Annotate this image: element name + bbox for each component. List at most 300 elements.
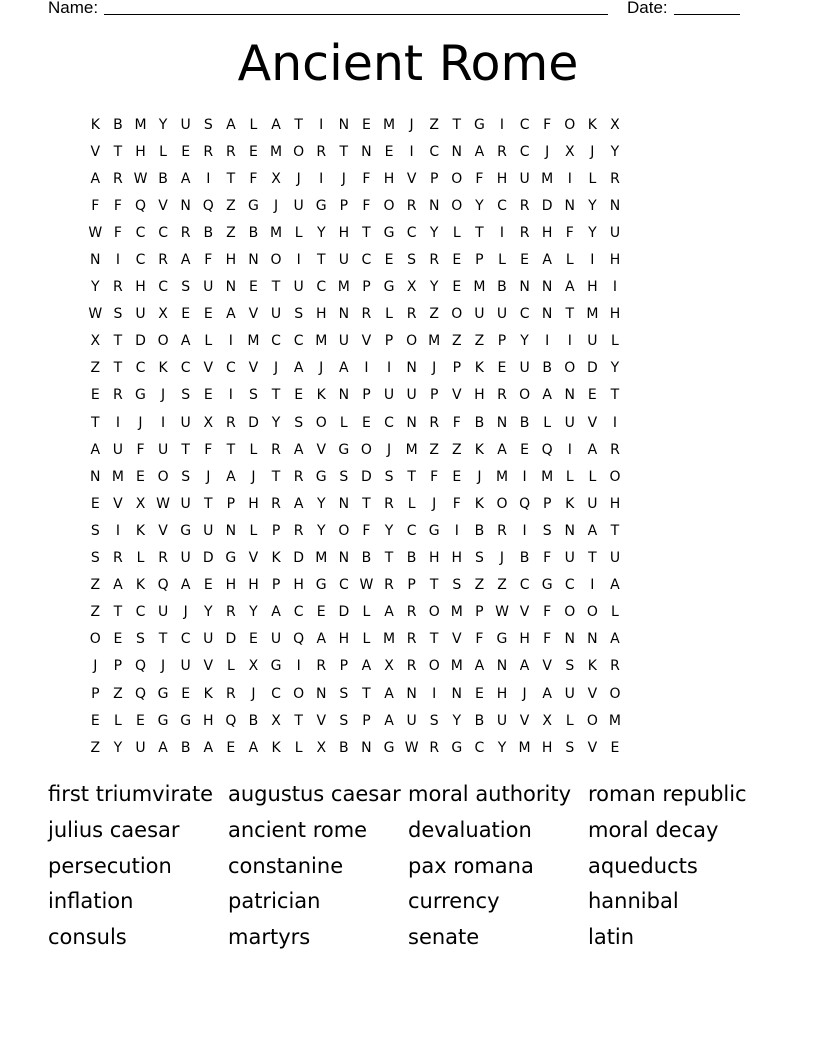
grid-letter: F [362, 170, 371, 187]
grid-letter: B [248, 224, 259, 241]
grid-letter: H [609, 495, 621, 512]
grid-letter: S [181, 387, 191, 404]
grid-letter: L [588, 468, 597, 485]
grid-letter: X [316, 739, 327, 756]
grid-letter: C [271, 333, 281, 350]
grid-letter: Y [610, 360, 620, 377]
word-bank-item: patrician [228, 889, 321, 914]
grid-letter: N [564, 522, 575, 539]
grid-letter: F [204, 441, 213, 458]
grid-letter: V [203, 658, 214, 675]
grid-letter: R [225, 604, 236, 621]
grid-letter: T [565, 306, 575, 323]
grid-letter: K [474, 441, 484, 458]
grid-letter: O [315, 414, 327, 431]
grid-letter: Q [225, 712, 237, 729]
grid-letter: L [565, 712, 574, 729]
grid-letter: U [293, 197, 304, 214]
grid-letter: S [384, 468, 394, 485]
grid-letter: G [248, 197, 259, 214]
grid-letter: Q [134, 197, 146, 214]
grid-letter: E [113, 631, 123, 648]
grid-letter: T [407, 468, 416, 485]
grid-letter: Z [429, 441, 439, 458]
grid-letter: X [248, 658, 259, 675]
grid-letter: J [590, 143, 595, 160]
grid-letter: N [541, 306, 553, 323]
grid-letter: B [180, 739, 191, 756]
grid-letter: T [271, 387, 281, 404]
grid-letter: B [158, 170, 168, 187]
grid-letter: E [452, 252, 462, 269]
grid-letter: F [136, 441, 145, 458]
grid-letter: P [339, 658, 349, 675]
grid-letter: O [293, 143, 305, 160]
grid-letter: A [180, 252, 191, 269]
grid-letter: E [203, 577, 213, 594]
grid-letter: V [587, 685, 598, 702]
grid-letter: P [226, 495, 236, 512]
grid-row [84, 436, 626, 463]
grid-letter: T [429, 631, 439, 648]
grid-letter: P [362, 279, 371, 296]
grid-letter: F [543, 116, 552, 133]
grid-letter: D [541, 197, 553, 214]
grid-letter: O [586, 712, 598, 729]
grid-letter: W [133, 170, 148, 187]
grid-letter: Y [203, 604, 213, 621]
grid-letter: M [247, 333, 260, 350]
grid-letter: I [206, 170, 211, 187]
grid-letter: A [271, 604, 281, 621]
grid-letter: R [293, 468, 304, 485]
grid-letter: V [248, 306, 259, 323]
grid-letter: D [202, 550, 214, 567]
grid-letter: V [90, 143, 101, 160]
date-line [674, 0, 740, 15]
grid-letter: Q [157, 577, 169, 594]
grid-letter: X [158, 306, 168, 323]
grid-letter: R [610, 658, 620, 675]
grid-letter: A [542, 252, 552, 269]
grid-letter: A [339, 360, 349, 377]
grid-letter: G [338, 441, 350, 458]
word-bank-item: moral decay [588, 817, 719, 842]
grid-letter: O [609, 685, 621, 702]
grid-letter: O [293, 685, 305, 702]
grid-letter: B [497, 279, 507, 296]
grid-letter: Y [316, 495, 326, 512]
grid-letter: S [113, 306, 123, 323]
grid-letter: L [362, 604, 371, 621]
grid-letter: C [158, 279, 168, 296]
grid-letter: P [91, 685, 100, 702]
grid-letter: F [91, 197, 100, 214]
grid-letter: K [565, 495, 575, 512]
grid-letter: V [158, 197, 168, 214]
grid-letter: O [360, 441, 372, 458]
grid-letter: C [406, 224, 417, 241]
grid-letter: I [319, 116, 324, 133]
grid-letter: A [180, 333, 191, 350]
grid-letter: A [248, 739, 259, 756]
grid-letter: H [428, 550, 440, 567]
grid-letter: C [429, 143, 440, 160]
grid-letter: U [609, 224, 621, 241]
grid-letter: I [386, 360, 392, 377]
grid-letter: O [428, 658, 440, 675]
grid-letter: N [587, 631, 598, 648]
grid-letter: I [228, 387, 233, 404]
grid-letter: O [428, 604, 440, 621]
grid-letter: U [135, 739, 146, 756]
grid-letter: V [587, 414, 598, 431]
grid-letter: C [135, 360, 146, 377]
grid-letter: B [474, 522, 485, 539]
word-bank-item: constanine [228, 853, 344, 878]
grid-letter: U [519, 360, 530, 377]
grid-letter: O [564, 360, 576, 377]
grid-letter: S [565, 658, 575, 675]
grid-letter: J [432, 495, 437, 512]
grid-letter: P [475, 604, 484, 621]
grid-letter: N [406, 360, 417, 377]
grid-row [84, 111, 626, 138]
grid-letter: Y [588, 224, 597, 241]
grid-letter: Y [497, 739, 507, 756]
grid-letter: J [206, 468, 211, 485]
grid-letter: S [339, 468, 349, 485]
grid-letter: A [180, 170, 191, 187]
grid-letter: T [339, 143, 349, 160]
grid-row [84, 192, 626, 219]
word-bank-item: ancient rome [228, 817, 368, 842]
grid-letter: O [451, 306, 463, 323]
grid-letter: D [225, 631, 237, 648]
grid-letter: R [610, 170, 620, 187]
date-label: Date: [627, 0, 668, 17]
grid-letter: A [542, 685, 552, 702]
grid-letter: P [384, 333, 394, 350]
grid-letter: A [90, 170, 101, 187]
grid-row [84, 545, 626, 572]
grid-letter: G [315, 197, 327, 214]
grid-letter: W [88, 306, 103, 323]
grid-letter: H [587, 279, 598, 296]
grid-letter: N [541, 279, 553, 296]
word-bank-item: hannibal [588, 889, 679, 914]
grid-letter: R [610, 441, 620, 458]
grid-letter: H [248, 577, 259, 594]
grid-letter: P [497, 333, 507, 350]
grid-letter: K [135, 522, 146, 539]
grid-letter: I [522, 468, 527, 485]
grid-letter: U [406, 387, 417, 404]
grid-letter: Y [271, 414, 281, 431]
grid-letter: U [587, 333, 598, 350]
grid-letter: C [271, 685, 281, 702]
name-line [104, 0, 608, 15]
grid-letter: U [270, 631, 282, 648]
grid-letter: N [361, 739, 372, 756]
grid-letter: T [91, 414, 100, 431]
grid-letter: Z [452, 441, 462, 458]
grid-letter: J [296, 170, 301, 187]
grid-letter: L [113, 712, 122, 729]
grid-letter: C [474, 739, 485, 756]
grid-letter: O [383, 197, 395, 214]
grid-letter: L [159, 143, 167, 160]
grid-letter: P [452, 360, 462, 377]
grid-letter: C [135, 604, 146, 621]
grid-letter: I [612, 414, 618, 431]
grid-letter: U [519, 170, 530, 187]
grid-letter: G [541, 577, 553, 594]
grid-letter: S [565, 739, 575, 756]
grid-letter: E [136, 468, 145, 485]
grid-letter: N [496, 658, 508, 675]
word-bank-item: devaluation [408, 817, 532, 842]
grid-letter: O [157, 333, 169, 350]
grid-letter: O [564, 604, 576, 621]
grid-letter: O [89, 631, 101, 648]
grid-letter: T [271, 468, 281, 485]
grid-letter: T [452, 116, 462, 133]
grid-letter: C [158, 224, 168, 241]
grid-letter: A [113, 577, 123, 594]
grid-letter: M [405, 441, 418, 458]
grid-letter: F [475, 170, 484, 187]
grid-letter: W [495, 604, 509, 621]
grid-letter: R [429, 739, 440, 756]
grid-letter: H [135, 279, 146, 296]
grid-letter: H [609, 306, 621, 323]
grid-letter: P [475, 252, 484, 269]
grid-letter: N [406, 685, 417, 702]
grid-letter: R [519, 197, 530, 214]
grid-letter: Y [429, 224, 439, 241]
grid-letter: U [180, 495, 191, 512]
grid-letter: N [564, 197, 575, 214]
grid-letter: J [93, 658, 98, 675]
grid-letter: Y [249, 604, 258, 621]
grid-letter: S [181, 279, 191, 296]
grid-letter: M [315, 333, 328, 350]
grid-letter: I [115, 252, 120, 269]
grid-letter: Z [113, 685, 123, 702]
grid-row [84, 626, 626, 653]
grid-letter: I [567, 170, 572, 187]
grid-letter: S [136, 631, 145, 648]
grid-letter: J [499, 550, 505, 567]
grid-letter: D [293, 550, 305, 567]
grid-letter: H [383, 170, 395, 187]
grid-letter: C [519, 306, 530, 323]
grid-letter: A [293, 360, 304, 377]
grid-letter: M [541, 170, 554, 187]
grid-letter: J [432, 360, 437, 377]
grid-letter: I [454, 522, 459, 539]
grid-letter: J [386, 441, 392, 458]
grid-letter: E [316, 604, 326, 621]
grid-letter: V [542, 658, 552, 675]
grid-letter: N [338, 387, 350, 404]
grid-letter: T [294, 116, 303, 133]
grid-letter: P [542, 495, 552, 512]
grid-letter: L [588, 170, 597, 187]
grid-letter: H [541, 224, 553, 241]
grid-letter: U [180, 550, 191, 567]
name-label: Name: [48, 0, 99, 17]
grid-letter: I [590, 577, 595, 594]
grid-letter: Q [293, 631, 305, 648]
word-bank-item: consuls [48, 925, 127, 950]
word-bank-item: currency [408, 889, 500, 914]
grid-letter: S [542, 522, 552, 539]
word-bank [48, 777, 768, 956]
grid-letter: T [362, 495, 371, 512]
grid-row [84, 409, 626, 436]
grid-letter: I [319, 170, 324, 187]
grid-letter: O [586, 604, 598, 621]
grid-letter: E [520, 252, 529, 269]
grid-letter: Z [226, 224, 236, 241]
grid-letter: H [541, 739, 553, 756]
grid-letter: E [181, 685, 191, 702]
grid-letter: J [183, 604, 188, 621]
grid-letter: B [519, 550, 530, 567]
grid-letter: Z [90, 577, 101, 594]
word-bank-item: persecution [48, 853, 172, 878]
grid-letter: F [113, 197, 122, 214]
grid-letter: E [203, 306, 213, 323]
grid-letter: G [157, 712, 169, 729]
grid-letter: N [90, 252, 101, 269]
grid-letter: V [519, 604, 530, 621]
grid-letter: E [249, 279, 258, 296]
grid-letter: M [270, 143, 283, 160]
grid-letter: T [610, 522, 620, 539]
grid-letter: S [90, 550, 100, 567]
grid-letter: R [406, 306, 417, 323]
grid-letter: R [271, 441, 281, 458]
grid-letter: N [180, 197, 191, 214]
grid-letter: O [270, 252, 282, 269]
grid-letter: L [385, 306, 393, 323]
grid-letter: Y [452, 712, 462, 729]
grid-letter: L [565, 468, 574, 485]
grid-letter: A [271, 116, 281, 133]
grid-letter: Y [316, 522, 326, 539]
grid-letter: A [474, 143, 485, 160]
date-field [627, 0, 740, 19]
grid-letter: A [226, 468, 236, 485]
grid-letter: A [226, 116, 236, 133]
grid-letter: I [567, 333, 572, 350]
grid-letter: E [474, 685, 484, 702]
grid-letter: J [319, 360, 324, 377]
grid-letter: W [88, 224, 103, 241]
name-field [48, 0, 608, 19]
grid-letter: I [522, 522, 527, 539]
grid-letter: S [90, 522, 100, 539]
grid-letter: G [180, 712, 192, 729]
grid-letter: B [113, 116, 123, 133]
grid-letter: E [384, 143, 394, 160]
grid-letter: H [293, 577, 304, 594]
grid-letter: O [451, 197, 463, 214]
grid-letter: Y [91, 279, 100, 296]
grid-letter: N [338, 495, 350, 512]
grid-letter: N [315, 685, 327, 702]
grid-letter: C [180, 631, 191, 648]
grid-letter: N [519, 279, 530, 296]
grid-letter: I [590, 252, 595, 269]
grid-letter: A [519, 658, 530, 675]
grid-letter: U [564, 414, 575, 431]
grid-letter: T [226, 441, 236, 458]
grid-letter: A [293, 441, 304, 458]
grid-letter: B [542, 360, 552, 377]
grid-letter: N [496, 414, 508, 431]
grid-letter: M [428, 333, 441, 350]
grid-letter: Z [90, 604, 101, 621]
grid-letter: S [452, 577, 462, 594]
grid-letter: R [497, 387, 507, 404]
grid-letter: T [588, 550, 597, 567]
grid-letter: C [225, 360, 236, 377]
grid-letter: C [361, 252, 372, 269]
grid-letter: C [293, 604, 304, 621]
grid-letter: R [429, 252, 440, 269]
grid-row [84, 463, 626, 490]
grid-letter: E [90, 495, 100, 512]
grid-letter: E [361, 414, 371, 431]
grid-letter: M [337, 279, 350, 296]
word-bank-item: pax romana [408, 853, 534, 878]
letter-grid [84, 111, 626, 761]
grid-letter: C [135, 224, 146, 241]
grid-letter: I [228, 333, 233, 350]
grid-letter: Y [475, 197, 484, 214]
grid-letter: G [225, 550, 237, 567]
grid-letter: F [362, 522, 371, 539]
grid-letter: Z [226, 197, 236, 214]
grid-row [84, 707, 626, 734]
grid-letter: F [362, 197, 371, 214]
grid-letter: A [226, 306, 236, 323]
grid-letter: T [429, 577, 439, 594]
grid-letter: N [225, 522, 237, 539]
grid-row [84, 572, 626, 599]
grid-letter: M [541, 468, 554, 485]
grid-letter: F [565, 224, 574, 241]
grid-letter: R [384, 577, 394, 594]
grid-letter: P [362, 387, 371, 404]
grid-letter: B [474, 414, 485, 431]
grid-row [84, 599, 626, 626]
grid-letter: A [610, 631, 620, 648]
grid-letter: O [564, 116, 576, 133]
grid-letter: K [587, 116, 597, 133]
grid-letter: U [338, 333, 349, 350]
grid-letter: C [384, 414, 394, 431]
grid-letter: C [135, 252, 146, 269]
grid-letter: R [384, 495, 394, 512]
grid-letter: A [610, 577, 620, 594]
grid-letter: H [248, 495, 259, 512]
grid-letter: I [545, 333, 550, 350]
